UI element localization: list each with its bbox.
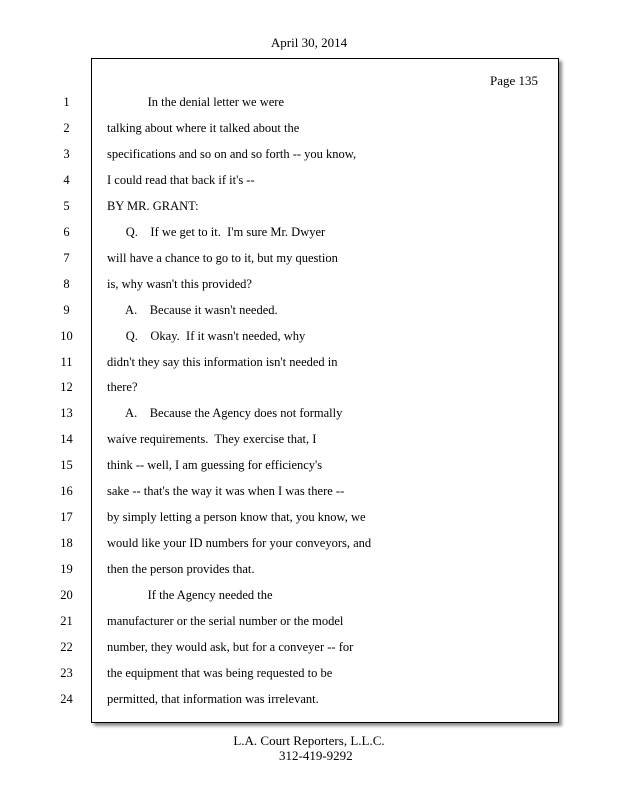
- line-text: will have a chance to go to it, but my question: [107, 251, 338, 265]
- line-text: specifications and so on and so forth -- you know,: [107, 147, 357, 161]
- line-text: manufacturer or the serial number or the model: [107, 614, 344, 628]
- line-number: 20: [60, 588, 73, 602]
- line-text: permitted, that information was irrelevant.: [107, 692, 319, 706]
- line-number: 9: [63, 303, 70, 317]
- line-text: talking about where it talked about the: [107, 121, 300, 135]
- line-number: 7: [63, 251, 70, 265]
- line-text: think -- well, I am guessing for efficiency's: [107, 458, 323, 472]
- line-number: 17: [60, 510, 73, 524]
- line-number: 21: [60, 614, 73, 628]
- line-text: by simply letting a person know that, you know, we: [107, 510, 366, 524]
- line-number: 10: [60, 329, 73, 343]
- line-number: 13: [60, 406, 73, 420]
- line-number: 1: [63, 95, 70, 109]
- line-text: sake -- that's the way it was when I was there --: [107, 484, 345, 498]
- line-text: the equipment that was being requested to be: [107, 666, 333, 680]
- line-number: 5: [63, 199, 70, 213]
- line-text: A. Because the Agency does not formally: [107, 406, 343, 420]
- line-number: 14: [60, 432, 73, 446]
- line-text: If the Agency needed the: [107, 588, 273, 602]
- line-number: 12: [60, 380, 73, 394]
- line-number: 22: [60, 640, 73, 654]
- footer-company: L.A. Court Reporters, L.L.C.: [233, 733, 385, 748]
- line-number: 19: [60, 562, 73, 576]
- transcript-date: April 30, 2014: [270, 35, 348, 50]
- line-text: is, why wasn't this provided?: [107, 277, 252, 291]
- line-number: 15: [60, 458, 73, 472]
- line-text: there?: [107, 380, 138, 394]
- line-number: 3: [63, 147, 70, 161]
- line-text: Q. If we get to it. I'm sure Mr. Dwyer: [107, 225, 326, 239]
- line-text: I could read that back if it's --: [107, 173, 255, 187]
- line-number: 18: [60, 536, 73, 550]
- line-text: then the person provides that.: [107, 562, 255, 576]
- line-number: 16: [60, 484, 73, 498]
- line-number: 2: [63, 121, 70, 135]
- footer-phone: 312-419-9292: [279, 748, 353, 763]
- page-number: Page 135: [489, 73, 538, 88]
- line-text: Q. Okay. If it wasn't needed, why: [107, 329, 306, 343]
- line-number: 8: [63, 277, 70, 291]
- line-text: number, they would ask, but for a conveyer -- for: [107, 640, 354, 654]
- line-text: BY MR. GRANT:: [107, 199, 199, 213]
- line-number: 23: [60, 666, 73, 680]
- line-number: 4: [63, 173, 70, 187]
- line-number: 6: [63, 225, 70, 239]
- line-text: didn't they say this information isn't needed in: [107, 355, 338, 369]
- line-number: 24: [60, 692, 73, 706]
- line-number: 11: [60, 355, 73, 369]
- line-text: waive requirements. They exercise that, I: [107, 432, 317, 446]
- line-text: A. Because it wasn't needed.: [107, 303, 278, 317]
- line-text: would like your ID numbers for your conveyors, and: [107, 536, 372, 550]
- line-text: In the denial letter we were: [107, 95, 285, 109]
